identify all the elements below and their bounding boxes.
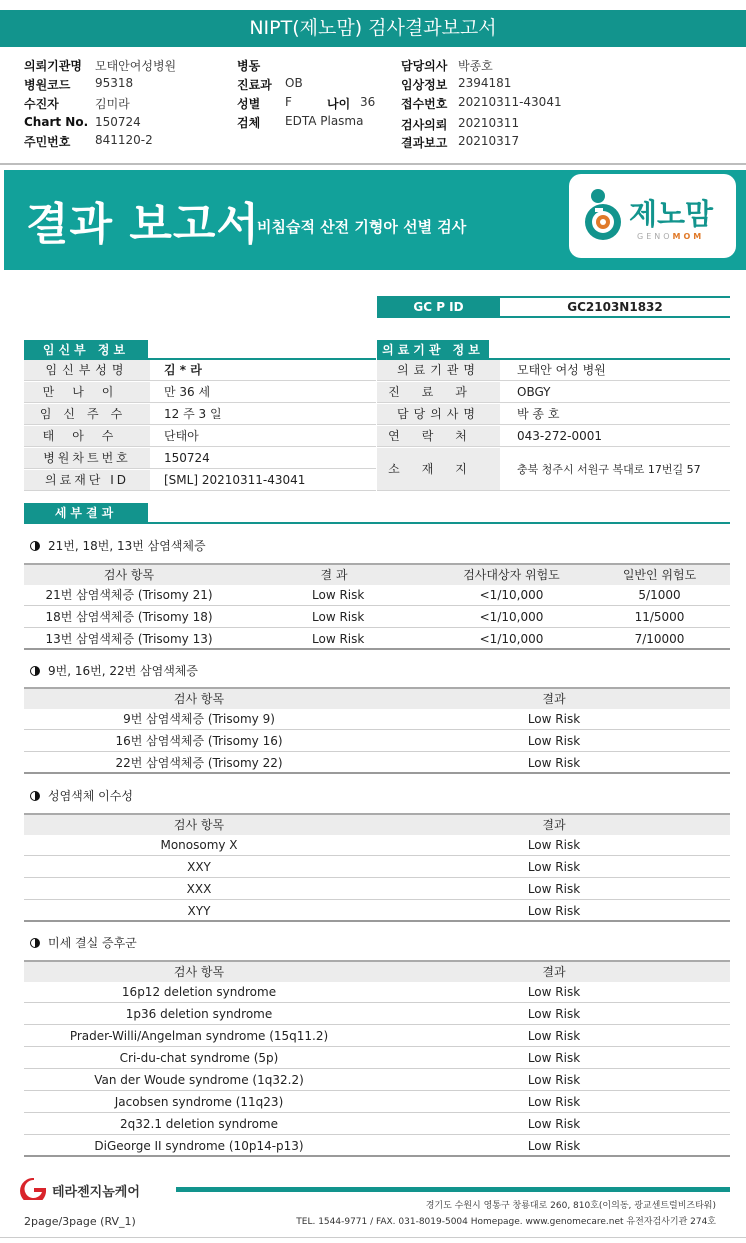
value-doctor: 박종호 xyxy=(458,59,493,73)
table-row: 9번 삼염색체증 (Trisomy 9) Low Risk xyxy=(24,709,730,730)
bottom-divider xyxy=(0,1237,746,1238)
table-header: 검사 항목 결과 xyxy=(24,813,730,835)
value-requesting-institution: 모태안여성병원 xyxy=(95,59,177,73)
table-row: Prader-Willi/Angelman syndrome (15q11.2) Low Risk xyxy=(24,1026,730,1047)
patient-row xyxy=(24,470,376,491)
patient-row-key: 의료재단 ID xyxy=(24,470,150,490)
company-logo xyxy=(20,1178,140,1203)
table-header: 검사 항목 결 과 검사대상자 위험도 일반인 위험도 xyxy=(24,563,730,585)
hospital-row-key: 연락처 xyxy=(377,426,500,446)
table-row: XXX Low Risk xyxy=(24,879,730,900)
value-specimen: EDTA Plasma xyxy=(285,114,364,128)
table-header: 검사 항목 결과 xyxy=(24,960,730,982)
hospital-row xyxy=(377,382,730,403)
patient-info-tag: 임신부 정보 xyxy=(24,340,148,360)
value-sex: F xyxy=(285,95,292,109)
value-chart-no: 150724 xyxy=(95,115,141,129)
label-hospital-code: 병원코드 xyxy=(24,78,71,92)
table-row: 16번 삼염색체증 (Trisomy 16) Low Risk xyxy=(24,731,730,752)
company-name: 테라젠지놈케어 xyxy=(52,1185,140,1200)
patient-row-key: 임신부성명 xyxy=(24,360,150,380)
table-row: Cri-du-chat syndrome (5p) Low Risk xyxy=(24,1048,730,1069)
gcp-id-label: GC P ID xyxy=(377,296,500,318)
hospital-info-tag: 의료기관 정보 xyxy=(377,340,489,360)
value-report-date: 20210317 xyxy=(458,134,520,148)
footer-bar xyxy=(176,1187,730,1192)
half-circle-icon xyxy=(30,541,40,551)
table-header: 검사 항목 결과 xyxy=(24,687,730,709)
patient-row-value: [SML] 20210311-43041 xyxy=(164,473,306,487)
banner-subtitle: 비침습적 산전 기형아 선별 검사 xyxy=(257,218,467,236)
patient-row-key: 병원차트번호 xyxy=(24,448,150,468)
label-requesting-institution: 의뢰기관명 xyxy=(24,59,82,73)
value-hospital-code: 95318 xyxy=(95,76,134,90)
label-doctor: 담당의사 xyxy=(401,59,448,73)
value-request-date: 20210311 xyxy=(458,116,520,130)
footer-address: 경기도 수원시 영통구 창룡대로 260, 810호(이의동, 광교센트럴비즈타워) xyxy=(425,1201,716,1211)
hospital-row-value: 충북 청주시 서원구 복대로 17번길 57 xyxy=(517,463,701,476)
value-receipt-no: 20210311-43041 xyxy=(458,95,562,109)
genomom-emblem-icon xyxy=(579,188,627,244)
table-row: 1p36 deletion syndrome Low Risk xyxy=(24,1004,730,1025)
half-circle-icon xyxy=(30,938,40,948)
patient-row-key: 만나이 xyxy=(24,382,150,402)
report-title: NIPT(제노맘) 검사결과보고서 xyxy=(0,10,746,47)
banner-title: 결과 보고서 xyxy=(26,199,260,250)
table-row: Monosomy X Low Risk xyxy=(24,835,730,856)
section-heading-sex-chromosome: 성염색체 이수성 xyxy=(30,787,133,804)
patient-row-value: 12 주 3 일 xyxy=(164,407,222,421)
label-sex: 성별 xyxy=(237,97,261,111)
hospital-row-value: 043-272-0001 xyxy=(517,429,603,443)
section-heading-trisomy-9-16-22: 9번, 16번, 22번 삼염색체증 xyxy=(30,662,198,679)
hospital-row-key: 의료기관명 xyxy=(377,360,500,380)
patient-row xyxy=(24,382,376,403)
terragen-logo-icon xyxy=(20,1178,50,1200)
hospital-row xyxy=(377,360,730,381)
value-clinical-info: 2394181 xyxy=(458,76,512,90)
patient-row-value: 단태아 xyxy=(164,429,199,443)
hospital-row-value: OBGY xyxy=(517,385,551,399)
section-heading-trisomy-21-18-13: 21번, 18번, 13번 삼염색체증 xyxy=(30,537,206,554)
patient-row-value: 김 * 라 xyxy=(164,363,202,377)
table-row: XXY Low Risk xyxy=(24,857,730,878)
patient-row-value: 만 36 세 xyxy=(164,385,211,399)
section-heading-microdeletion: 미세 결실 증후군 xyxy=(30,934,137,951)
table-row: 18번 삼염색체증 (Trisomy 18) Low Risk <1/10,000 11/5000 xyxy=(24,607,730,628)
table-row: Van der Woude syndrome (1q32.2) Low Risk xyxy=(24,1070,730,1091)
patient-row xyxy=(24,404,376,425)
label-chart-no: Chart No. xyxy=(24,115,89,129)
details-line xyxy=(24,522,730,524)
value-age: 36 xyxy=(360,95,376,109)
label-department: 진료과 xyxy=(237,78,272,92)
label-report-date: 결과보고 xyxy=(401,136,448,150)
hospital-row-value: 박 종 호 xyxy=(517,407,560,421)
label-ward: 병동 xyxy=(237,59,261,73)
table-row: 22번 삼염색체증 (Trisomy 22) Low Risk xyxy=(24,753,730,774)
gcp-id-value: GC2103N1832 xyxy=(500,296,730,318)
logo-text-english: GENOMOM xyxy=(637,232,705,241)
hospital-row-key: 소재지 xyxy=(377,448,500,490)
logo-text-korean: 제노맘 xyxy=(629,197,714,231)
request-info-header xyxy=(0,52,746,152)
footer-contact: TEL. 1544-9771 / FAX. 031-8019-5004 Homepage. www.genomecare.net 유전자검사기관 274호 xyxy=(296,1217,716,1227)
details-tag: 세부결과 xyxy=(24,503,148,523)
hospital-row xyxy=(377,448,730,491)
label-request-date: 검사의뢰 xyxy=(401,118,448,132)
label-resident-no: 주민번호 xyxy=(24,135,71,149)
table-row: 21번 삼염색체증 (Trisomy 21) Low Risk <1/10,000 5/1000 xyxy=(24,585,730,606)
hospital-row xyxy=(377,426,730,447)
table-row: 13번 삼염색체증 (Trisomy 13) Low Risk <1/10,000 7/10000 xyxy=(24,629,730,650)
hospital-row-key: 담당의사명 xyxy=(377,404,500,424)
half-circle-icon xyxy=(30,666,40,676)
label-receipt-no: 접수번호 xyxy=(401,97,448,111)
label-age: 나이 xyxy=(327,97,351,111)
hospital-row xyxy=(377,404,730,425)
genomom-logo xyxy=(569,174,736,258)
value-resident-no: 841120-2 xyxy=(95,133,153,147)
table-row: 2q32.1 deletion syndrome Low Risk xyxy=(24,1114,730,1135)
patient-row-key: 태아수 xyxy=(24,426,150,446)
table-row: XYY Low Risk xyxy=(24,901,730,922)
patient-row xyxy=(24,360,376,381)
patient-row-key: 임신주수 xyxy=(24,404,150,424)
table-row: Jacobsen syndrome (11q23) Low Risk xyxy=(24,1092,730,1113)
hospital-row-value: 모태안 여성 병원 xyxy=(517,363,606,377)
patient-row-value: 150724 xyxy=(164,451,210,465)
patient-row xyxy=(24,426,376,447)
label-patient: 수진자 xyxy=(24,97,59,111)
label-specimen: 검체 xyxy=(237,116,261,130)
page-number: 2page/3page (RV_1) xyxy=(24,1215,136,1228)
label-clinical-info: 임상정보 xyxy=(401,78,448,92)
half-circle-icon xyxy=(30,791,40,801)
patient-row xyxy=(24,448,376,469)
value-patient: 김미라 xyxy=(95,97,130,111)
hospital-row-key: 진료과 xyxy=(377,382,500,402)
table-row: 16p12 deletion syndrome Low Risk xyxy=(24,982,730,1003)
table-row: DiGeorge II syndrome (10p14-p13) Low Risk xyxy=(24,1136,730,1157)
result-banner xyxy=(4,170,746,270)
header-divider xyxy=(0,163,746,165)
value-department: OB xyxy=(285,76,303,90)
